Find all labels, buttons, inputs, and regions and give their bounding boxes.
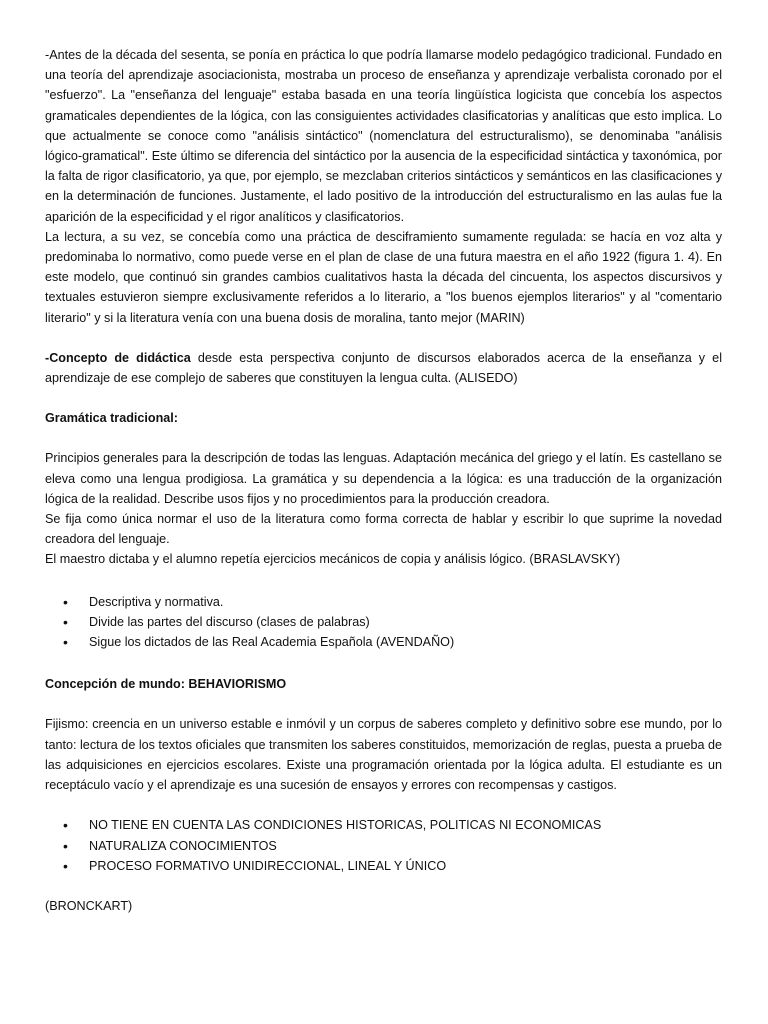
spacer <box>45 876 722 896</box>
citation: (BRONCKART) <box>45 898 133 913</box>
didactica-paragraph <box>45 348 722 388</box>
spacer <box>45 328 722 348</box>
didactica-label: -Concepto de didáctica <box>45 350 191 365</box>
mundo-paragraph: Fijismo: creencia en un universo estable e inmóvil y un corpus de saberes completo y definitivo sobre ese mundo, por lo tanto: lectura de los textos oficiales que transmiten los saberes constituidos, memorización de reglas, puesta a prueba de las adquisiciones en ejercicios escolares. Existe una programación orientada por la lógica adulta. El estudiante es un receptáculo vacío y el aprendizaje es una sucesión de ensayos y errores con recompensas y castigos. <box>45 717 722 793</box>
spacer <box>45 570 722 592</box>
list-item: • PROCESO FORMATIVO UNIDIRECCIONAL, LINEAL Y ÚNICO <box>89 856 722 876</box>
gramatica-paragraph-1: Principios generales para la descripción de todas las lenguas. Adaptación mecánica del griego y el latín. Es castellano se eleva como una lengua prodigiosa. La gramática y su dependencia a la lógica: es una traducción de la organización lógica de la realidad. Describe usos fijos y no procedimientos para la producción creadora. <box>45 451 722 506</box>
intro-paragraph: -Antes de la década del sesenta, se ponía en práctica lo que podría llamarse modelo pedagógico tradicional. Fundado en una teoría del aprendizaje asociacionista, mostraba un proceso de enseñanza y aprendizaje verbalista coronado por el "esfuerzo". La "enseñanza del lenguaje" estaba basada en una teoría lingüística logicista que concebía los aspectos gramaticales dependientes de la lógica, con las consiguientes actividades clasificatorias y analíticas que esto implica. Lo que actualmente se conoce como "análisis sintáctico" (nomenclatura del estructuralismo), se denominaba "análisis lógico-gramatical". Este último se diferencia del sintáctico por la ausencia de la especificidad sintáctica y taxonómica, por la falta de rigor clasificatorio, ya que, por ejemplo, se mezclaban criterios sintácticos y semánticos en las clasificaciones y en la determinación de funciones. Justamente, el lado positivo de la introducción del estructuralismo en las aulas fue la aparición de la especificidad y el rigor analíticos y clasificatorios. <box>45 48 723 224</box>
spacer <box>45 652 722 674</box>
mundo-heading: Concepción de mundo: BEHAVIORISMO <box>45 677 287 692</box>
gramatica-heading: Gramática tradicional: <box>45 411 178 426</box>
list-item: • Divide las partes del discurso (clases de palabras) <box>89 612 722 632</box>
spacer <box>45 388 722 408</box>
mundo-bullet-list <box>45 815 722 876</box>
spacer <box>45 795 722 815</box>
gramatica-paragraph-2: Se fija como única normar el uso de la literatura como forma correcta de hablar y escribir lo que suprime la novedad creadora del lenguaje. <box>45 512 722 547</box>
didactica-text: desde esta perspectiva conjunto de discursos elaborados acerca de la enseñanza y el aprendizaje de ese complejo de saberes que constituyen la lengua culta. (ALISEDO) <box>45 350 722 386</box>
gramatica-paragraph-3: El maestro dictaba y el alumno repetía ejercicios mecánicos de copia y análisis lógico. (BRASLAVSKY) <box>45 552 621 567</box>
list-item: • NATURALIZA CONOCIMIENTOS <box>89 836 722 856</box>
list-item: • Sigue los dictados de las Real Academia Española (AVENDAÑO) <box>89 632 722 652</box>
gramatica-bullet-list <box>45 592 722 653</box>
reading-paragraph: La lectura, a su vez, se concebía como una práctica de desciframiento sumamente regulada: se hacía en voz alta y predominaba lo normativo, como puede verse en el plan de clase de una futura maestra en el año 1922 (figura 1. 4). En este modelo, que continuó sin grandes cambios cualitativos hasta la década del cincuenta, los aspectos discursivos y textuales estuvieron siempre exclusivamente referidos a lo literario, a "los buenos ejemplos literarios" y al "comentario literario" y si la literatura venía con una buena dosis de moralina, tanto mejor (MARIN) <box>45 229 722 325</box>
spacer <box>45 428 722 448</box>
spacer <box>45 694 722 714</box>
document-page <box>45 45 722 916</box>
list-item: • Descriptiva y normativa. <box>89 592 722 612</box>
list-item: • NO TIENE EN CUENTA LAS CONDICIONES HISTORICAS, POLITICAS NI ECONOMICAS <box>89 815 722 835</box>
